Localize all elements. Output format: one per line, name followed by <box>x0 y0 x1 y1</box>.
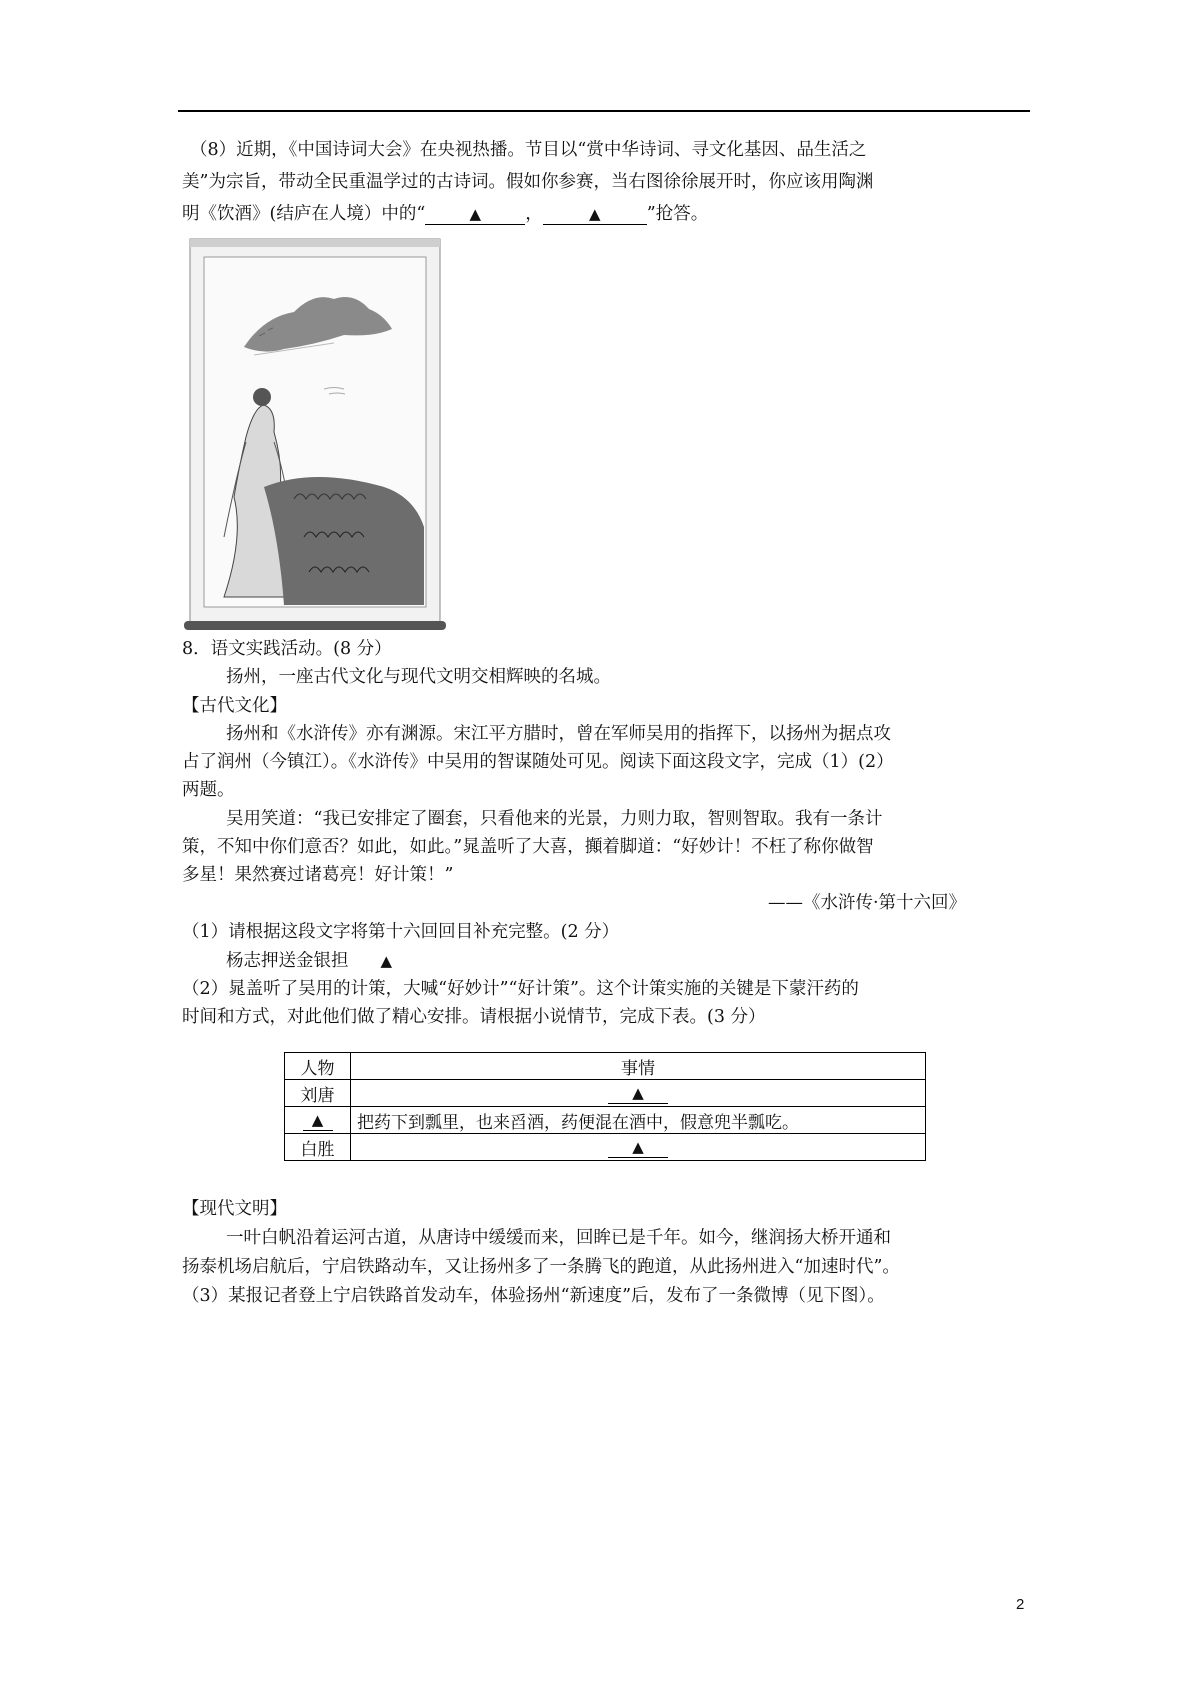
question-2-line-1: （2）晁盖听了吴用的计策，大喊“好妙计”“好计策”。这个计策实施的关键是下蒙汗药的 <box>182 979 859 999</box>
ancient-paragraph-3: 两题。 <box>182 780 235 800</box>
section-8-title: 8．语文实践活动。(8 分） <box>182 639 392 659</box>
ancient-paragraph-1: 扬州和《水浒传》亦有渊源。宋江平方腊时，曾在军师吴用的指挥下，以扬州为据点攻 <box>226 724 891 744</box>
q8-line-3 <box>182 201 708 228</box>
answer-blank-2[interactable]: ▲ <box>543 204 647 225</box>
answer-blank-liutang[interactable]: ▲ <box>608 1083 668 1104</box>
table-row <box>285 1107 926 1134</box>
table-cell-person: 刘唐 <box>285 1080 351 1107</box>
chapter-title-part: 杨志押送金银担 <box>226 951 349 971</box>
table-header-person: 人物 <box>285 1053 351 1080</box>
table-row <box>285 1080 926 1107</box>
question-3: （3）某报记者登上宁启铁路首发动车，体验扬州“新速度”后，发布了一条微博（见下图）。 <box>182 1286 885 1306</box>
answer-blank-person[interactable]: ▲ <box>303 1110 333 1131</box>
table-cell-event[interactable] <box>351 1134 926 1161</box>
question-1-answer-line <box>226 948 392 975</box>
modern-civilization-header: 【现代文明】 <box>182 1199 287 1219</box>
q8-line-1: （8）近期，《中国诗词大会》在央视热播。节目以“赏中华诗词、寻文化基因、品生活之 <box>190 140 867 160</box>
question-2-line-2: 时间和方式，对此他们做了精心安排。请根据小说情节，完成下表。(3 分） <box>182 1007 766 1027</box>
question-1: （1）请根据这段文字将第十六回回目补充完整。(2 分） <box>182 922 620 942</box>
table-cell-event[interactable] <box>351 1080 926 1107</box>
header-rule <box>178 110 1030 112</box>
section-8-intro: 扬州，一座古代文化与现代文明交相辉映的名城。 <box>226 667 611 687</box>
quote-line-2: 策，不知中你们意否？如此，如此。”晁盖听了大喜，攧着脚道：“好妙计！不枉了称你做智 <box>182 837 874 857</box>
quote-line-3: 多星！果然赛过诸葛亮！好计策！” <box>182 865 454 885</box>
ancient-culture-header: 【古代文化】 <box>182 696 287 716</box>
quote-line-1: 吴用笑道：“我已安排定了圈套，只看他来的光景，力则力取，智则智取。我有一条计 <box>226 809 883 829</box>
table-cell-event: 把药下到瓢里，也来舀酒，药便混在酒中，假意兜半瓢吃。 <box>351 1107 926 1134</box>
plot-table <box>284 1052 926 1161</box>
table-header-row <box>285 1053 926 1080</box>
q8-separator: ， <box>525 204 543 224</box>
table-cell-person: 白胜 <box>285 1134 351 1161</box>
page-number: 2 <box>1016 1596 1025 1613</box>
q8-line-3-prefix: 明《饮酒》(结庐在人境）中的“ <box>182 204 426 224</box>
answer-blank-1[interactable]: ▲ <box>425 204 525 225</box>
modern-paragraph-2: 扬泰机场启航后，宁启铁路动车，又让扬州多了一条腾飞的跑道，从此扬州进入“加速时代”。 <box>182 1257 900 1277</box>
answer-mark[interactable]: ▲ <box>380 952 393 970</box>
modern-paragraph-1: 一叶白帆沿着运河古道，从唐诗中缓缓而来，回眸已是千年。如今，继润扬大桥开通和 <box>226 1228 891 1248</box>
q8-line-3-suffix: ”抢答。 <box>646 204 709 224</box>
table-cell-person[interactable] <box>285 1107 351 1134</box>
ancient-paragraph-2: 占了润州（今镇江）。《水浒传》中吴用的智谋随处可见。阅读下面这段文字，完成（1）(2） <box>182 752 894 772</box>
table-row <box>285 1134 926 1161</box>
quote-source: ——《水浒传·第十六回》 <box>768 893 967 913</box>
scroll-painting-icon <box>184 237 446 632</box>
scroll-painting-image <box>184 237 446 632</box>
answer-blank-baisheng[interactable]: ▲ <box>608 1137 668 1158</box>
q8-line-2: 美”为宗旨，带动全民重温学过的古诗词。假如你参赛，当右图徐徐展开时，你应该用陶渊 <box>182 172 874 192</box>
table-header-event: 事情 <box>351 1053 926 1080</box>
